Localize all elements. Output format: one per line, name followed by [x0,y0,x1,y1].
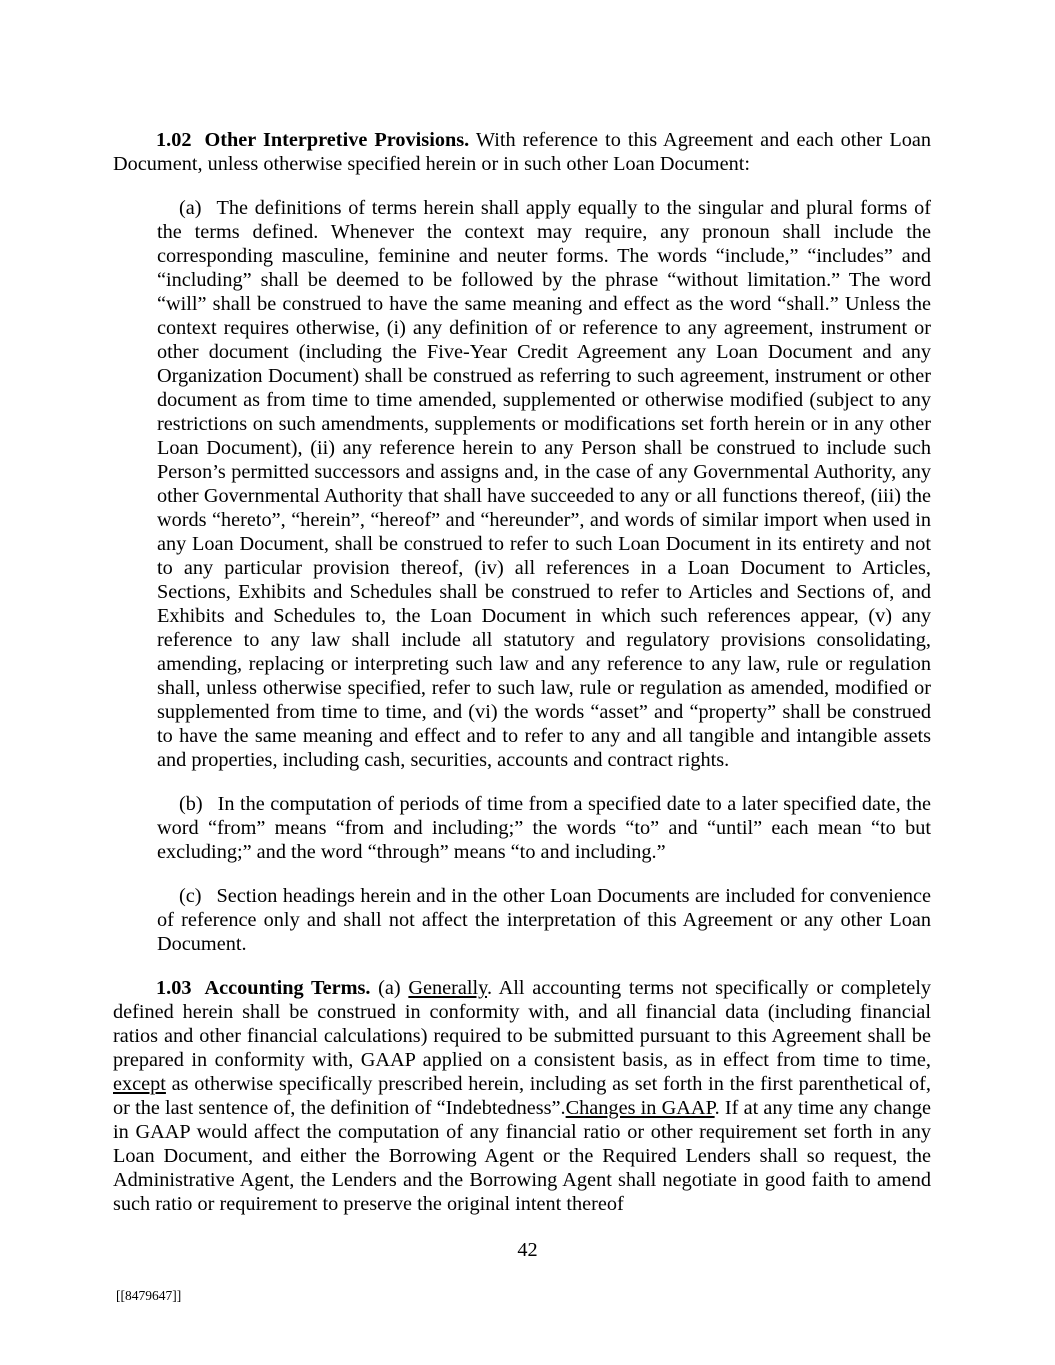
text-run: . All accounting terms not specifically or completely defined herein shall be construed in conformity with, and all financial data (including financial ratios and other financial calculations) required to be submitted pursuant to this Agreement shall be prepared in conformity with, GAAP applied on a consistent basis, as in effect from time to time, [113,977,931,1071]
footer-doc-id: [[8479647]] [116,1288,182,1303]
subsection-a-definitions [157,196,931,772]
text-run: Changes in GAAP [565,1097,715,1119]
document-body [113,128,931,1236]
text-run: With reference to this Agreement and each other Loan Document, unless otherwise specified herein or in such other Loan Document: [113,129,931,175]
text-run: (a) [370,977,409,999]
text-run: as otherwise specifically prescribed herein, including as set forth in the first parenthetical of, or the last sentence of, the definition of “Indebtedness”. [113,1073,931,1119]
subsection-b-computation-of-periods [157,792,931,864]
text-run: Section headings herein and in the other Loan Documents are included for convenience of reference only and shall not affect the interpretation of this Agreement or any other Loan Document. [157,885,931,955]
text-run: Accounting Terms. [204,977,371,999]
text-run: Other Interpretive Provisions. [204,129,470,151]
section-1-02-other-interpretive-provisions [113,128,931,176]
text-run: In the computation of periods of time from a specified date to a later specified date, the word “from” means “from and including;” the words “to” and “until” each mean “to but excluding;” and the word “through” means “to and including.” [157,793,931,863]
text-run: 1.03 [156,977,192,999]
text-run: 1.02 [156,129,192,151]
text-run: The definitions of terms herein shall apply equally to the singular and plural forms of the terms defined. Whenever the context may require, any pronoun shall include the corresponding masculine, feminine and neuter forms. The words “include,” “includes” and “including” shall be deemed to be followed by the phrase “without limitation.” The word “will” shall be construed to have the same meaning and effect as the word “shall.” Unless the context requires otherwise, (i) any definition of or reference to any agreement, instrument or other document (including the Five-Year Credit Agreement any Loan Document and any Organization Document) shall be construed as referring to such agreement, instrument or other document as from time to time amended, supplemented or otherwise modified (subject to any restrictions on such amendments, supplements or modifications set forth herein or in any other Loan Document), (ii) any reference herein to any Person shall be construed to include such Person’s permitted successors and assigns and, in the case of any Governmental Authority, any other Governmental Authority that shall have succeeded to any or all functions thereof, (iii) the words “hereto”, “herein”, “hereof” and “hereunder”, and words of similar import when used in any Loan Document, shall be construed to refer to such Loan Document in its entirety and not to any particular provision thereof, (iv) all references in a Loan Document to Articles, Sections, Exhibits and Schedules shall be construed to refer to Articles and Sections of, and Exhibits and Schedules to, the Loan Document in which such references appear, (v) any reference to any law shall include all statutory and regulatory provisions consolidating, amending, replacing or interpreting such law and any reference to any law, rule or regulation shall, unless otherwise specified, refer to such law, rule or regulation as amended, modified or supplemented from time to time, and (vi) the words “asset” and “property” shall be construed to have the same meaning and effect and to refer to any and all tangible and intangible assets and properties, including cash, securities, accounts and contract rights. [157,197,931,771]
text-run: (a) [179,197,202,219]
section-1-03-accounting-terms [113,976,931,1216]
text-run: Generally [408,977,487,999]
page-number: 42 [517,1239,538,1261]
text-run: (b) [179,793,203,815]
text-run: except [113,1073,166,1095]
text-run: (c) [179,885,202,907]
subsection-c-section-headings [157,884,931,956]
text-run: . If at any time any change in GAAP would affect the computation of any financial ratio or other requirement set forth in any Loan Document, and either the Borrowing Agent or the Required Lenders shall so request, the Administrative Agent, the Lenders and the Borrowing Agent shall negotiate in good faith to amend such ratio or requirement to preserve the original intent thereof [113,1097,932,1215]
